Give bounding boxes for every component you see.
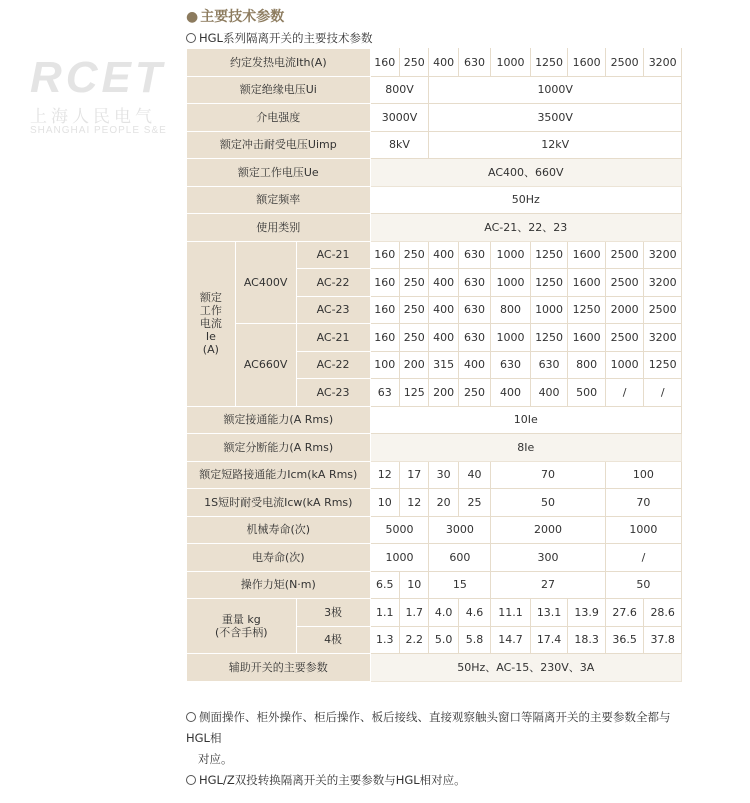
voltage-label: AC660V xyxy=(235,324,296,407)
cell: 315 xyxy=(429,351,458,379)
cell: 10 xyxy=(400,571,429,599)
cell: 400 xyxy=(429,241,458,269)
table-row xyxy=(187,406,682,434)
cell: / xyxy=(605,379,644,407)
cell: 5.8 xyxy=(458,626,490,654)
cell: AC400、660V xyxy=(370,159,681,187)
row-label: 辅助开关的主要参数 xyxy=(187,654,371,682)
bullet-icon: ● xyxy=(186,9,199,25)
cell: 1600 xyxy=(568,49,606,77)
row-label: 额定工作电压Ue xyxy=(187,159,371,187)
cell: 3200 xyxy=(644,269,682,297)
row-label: 使用类别 xyxy=(187,214,371,242)
category-label: AC-23 xyxy=(296,379,370,407)
poles-label: 3极 xyxy=(296,599,370,627)
cell: 800 xyxy=(491,296,531,324)
note-2: HGL/Z双投转换隔离开关的主要参数与HGL相对应。 xyxy=(186,770,686,791)
cell: 630 xyxy=(530,351,568,379)
cell: 1250 xyxy=(530,269,568,297)
cell: 4.6 xyxy=(458,599,490,627)
cell: 1250 xyxy=(530,49,568,77)
cell: / xyxy=(605,544,681,572)
cell: 50Hz、AC-15、230V、3A xyxy=(370,654,681,682)
cell: / xyxy=(644,379,682,407)
cell: 2000 xyxy=(491,516,606,544)
cell: 250 xyxy=(400,49,429,77)
cell: 27.6 xyxy=(605,599,644,627)
row-label: 约定发热电流Ith(A) xyxy=(187,49,371,77)
cell: 1000 xyxy=(370,544,429,572)
table-row xyxy=(187,544,682,572)
cell: 2500 xyxy=(605,49,644,77)
row-label: 额定频率 xyxy=(187,186,371,214)
cell: 630 xyxy=(458,296,490,324)
cell: 400 xyxy=(429,296,458,324)
rated-current-label xyxy=(187,241,236,406)
table-row xyxy=(187,516,682,544)
cell: 27 xyxy=(491,571,606,599)
cell: 1000 xyxy=(605,351,644,379)
cell: 1.7 xyxy=(400,599,429,627)
cell: 70 xyxy=(491,461,606,489)
table-row xyxy=(187,104,682,132)
cell: 400 xyxy=(429,49,458,77)
cell: 400 xyxy=(429,269,458,297)
cell: 1250 xyxy=(530,324,568,352)
table-subtitle: HGL系列隔离开关的主要技术参数 xyxy=(186,30,372,46)
cell: 800 xyxy=(568,351,606,379)
note-1: 侧面操作、柜外操作、柜后操作、板后接线、直接观察触头窗口等隔离开关的主要参数全都与HGL相 xyxy=(186,710,671,745)
cell: 15 xyxy=(429,571,491,599)
voltage-label: AC400V xyxy=(235,241,296,324)
logo-en: SHANGHAI PEOPLE S&E xyxy=(30,125,167,136)
cell: 630 xyxy=(458,269,490,297)
logo-cn: 上海人民电气 xyxy=(30,107,156,127)
label-line: 电流 xyxy=(199,317,222,330)
cell: 2500 xyxy=(605,324,644,352)
cell: 630 xyxy=(458,49,490,77)
circle-bullet-icon xyxy=(186,33,196,43)
table-row xyxy=(187,489,682,517)
category-label: AC-22 xyxy=(296,269,370,297)
cell: 3200 xyxy=(644,324,682,352)
cell: 1600 xyxy=(568,324,606,352)
row-label: 额定短路接通能力Icm(kA Rms) xyxy=(187,461,371,489)
cell: 8kV xyxy=(370,131,429,159)
table-row xyxy=(187,159,682,187)
cell: 14.7 xyxy=(491,626,531,654)
cell: 1000 xyxy=(491,241,531,269)
row-label: 额定分断能力(A Rms) xyxy=(187,434,371,462)
cell: 100 xyxy=(370,351,399,379)
cell: 1000 xyxy=(491,49,531,77)
category-label: AC-21 xyxy=(296,241,370,269)
cell: 1000 xyxy=(530,296,568,324)
cell: 1000 xyxy=(491,269,531,297)
cell: 1.1 xyxy=(370,599,399,627)
cell: 160 xyxy=(370,269,399,297)
cell: 2500 xyxy=(644,296,682,324)
cell: 200 xyxy=(429,379,458,407)
note-1-cont: 对应。 xyxy=(198,752,233,766)
row-label: 机械寿命(次) xyxy=(187,516,371,544)
table-row xyxy=(187,131,682,159)
cell: 500 xyxy=(568,379,606,407)
table-row xyxy=(187,49,682,77)
notes xyxy=(186,707,686,791)
cell: 10 xyxy=(370,489,399,517)
row-label: 电寿命(次) xyxy=(187,544,371,572)
cell: 1250 xyxy=(644,351,682,379)
cell: 160 xyxy=(370,241,399,269)
cell: 2500 xyxy=(605,269,644,297)
cell: 13.1 xyxy=(530,599,568,627)
section-title: ● 主要技术参数 xyxy=(186,9,285,25)
row-label: 额定接通能力(A Rms) xyxy=(187,406,371,434)
cell: 630 xyxy=(458,324,490,352)
cell: 1250 xyxy=(530,241,568,269)
cell: 50 xyxy=(491,489,606,517)
cell: 1250 xyxy=(568,296,606,324)
cell: 300 xyxy=(491,544,606,572)
circle-bullet-icon xyxy=(186,775,196,785)
row-label: 额定绝缘电压Ui xyxy=(187,76,371,104)
cell: 600 xyxy=(429,544,491,572)
label-line: 重量 kg xyxy=(221,613,261,626)
table-row xyxy=(187,214,682,242)
cell: 8Ie xyxy=(370,434,681,462)
cell: 5000 xyxy=(370,516,429,544)
cell: 50Hz xyxy=(370,186,681,214)
label-line: (不含手柄) xyxy=(214,626,268,639)
cell: 3000V xyxy=(370,104,429,132)
cell: 2000 xyxy=(605,296,644,324)
row-label: 1S短时耐受电流Icw(kA Rms) xyxy=(187,489,371,517)
cell: 160 xyxy=(370,296,399,324)
cell: 125 xyxy=(400,379,429,407)
table-row xyxy=(187,76,682,104)
label-line: (A) xyxy=(202,343,219,356)
cell: 4.0 xyxy=(429,599,458,627)
cell: 6.5 xyxy=(370,571,399,599)
table-row xyxy=(187,599,682,627)
table-row xyxy=(187,461,682,489)
cell: AC-21、22、23 xyxy=(370,214,681,242)
cell: 2.2 xyxy=(400,626,429,654)
cell: 18.3 xyxy=(568,626,606,654)
circle-bullet-icon xyxy=(186,712,196,722)
cell: 800V xyxy=(370,76,429,104)
spec-table xyxy=(186,48,682,682)
cell: 250 xyxy=(400,269,429,297)
cell: 13.9 xyxy=(568,599,606,627)
cell: 250 xyxy=(458,379,490,407)
row-label: 介电强度 xyxy=(187,104,371,132)
row-label: 操作力矩(N·m) xyxy=(187,571,371,599)
weight-label xyxy=(187,599,297,654)
cell: 17 xyxy=(400,461,429,489)
cell: 400 xyxy=(458,351,490,379)
table-row xyxy=(187,324,682,352)
cell: 200 xyxy=(400,351,429,379)
cell: 3200 xyxy=(644,49,682,77)
table-row xyxy=(187,241,682,269)
cell: 30 xyxy=(429,461,458,489)
cell: 3500V xyxy=(429,104,682,132)
cell: 1600 xyxy=(568,241,606,269)
cell: 3200 xyxy=(644,241,682,269)
cell: 250 xyxy=(400,241,429,269)
cell: 2500 xyxy=(605,241,644,269)
logo-brand: RCET xyxy=(30,53,166,102)
cell: 25 xyxy=(458,489,490,517)
cell: 160 xyxy=(370,49,399,77)
cell: 1000 xyxy=(491,324,531,352)
cell: 50 xyxy=(605,571,681,599)
cell: 160 xyxy=(370,324,399,352)
row-label: 额定冲击耐受电压Uimp xyxy=(187,131,371,159)
cell: 1000V xyxy=(429,76,682,104)
label-line: 额定 xyxy=(199,291,222,304)
cell: 36.5 xyxy=(605,626,644,654)
cell: 400 xyxy=(429,324,458,352)
cell: 12 xyxy=(400,489,429,517)
cell: 3000 xyxy=(429,516,491,544)
cell: 630 xyxy=(491,351,531,379)
category-label: AC-22 xyxy=(296,351,370,379)
category-label: AC-21 xyxy=(296,324,370,352)
label-line: 工作 xyxy=(199,304,222,317)
cell: 11.1 xyxy=(491,599,531,627)
cell: 5.0 xyxy=(429,626,458,654)
cell: 17.4 xyxy=(530,626,568,654)
cell: 12kV xyxy=(429,131,682,159)
category-label: AC-23 xyxy=(296,296,370,324)
cell: 630 xyxy=(458,241,490,269)
cell: 400 xyxy=(530,379,568,407)
cell: 20 xyxy=(429,489,458,517)
label-line: Ie xyxy=(205,330,216,343)
cell: 63 xyxy=(370,379,399,407)
brand-watermark-logo xyxy=(30,53,190,146)
cell: 1.3 xyxy=(370,626,399,654)
cell: 12 xyxy=(370,461,399,489)
cell: 28.6 xyxy=(644,599,682,627)
cell: 1600 xyxy=(568,269,606,297)
cell: 250 xyxy=(400,296,429,324)
cell: 100 xyxy=(605,461,681,489)
table-row xyxy=(187,434,682,462)
cell: 10Ie xyxy=(370,406,681,434)
cell: 70 xyxy=(605,489,681,517)
table-row xyxy=(187,654,682,682)
cell: 1000 xyxy=(605,516,681,544)
cell: 40 xyxy=(458,461,490,489)
poles-label: 4极 xyxy=(296,626,370,654)
cell: 400 xyxy=(491,379,531,407)
cell: 37.8 xyxy=(644,626,682,654)
table-row xyxy=(187,571,682,599)
table-row xyxy=(187,186,682,214)
cell: 250 xyxy=(400,324,429,352)
